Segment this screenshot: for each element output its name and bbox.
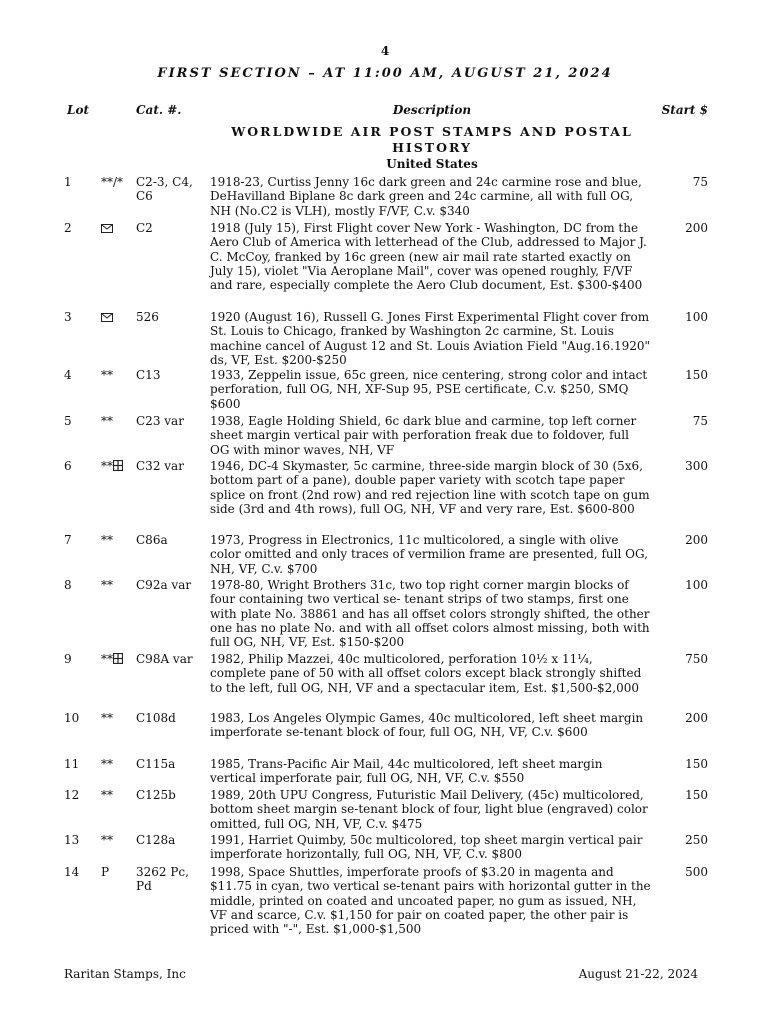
lot-number: 12	[64, 788, 80, 802]
page-number: 4	[380, 44, 390, 58]
condition-text: P	[101, 865, 110, 879]
catalog-number: C23 var	[136, 414, 184, 428]
start-price: 75	[692, 414, 708, 428]
condition-text: **	[101, 711, 113, 725]
lot-description: 1933, Zeppelin issue, 65c green, nice centering, strong color and intact perforation, full OG, NH, XF-Sup 95, PSE certificate, C.v. $250, SMQ $600	[210, 368, 648, 411]
condition-text: **	[101, 652, 113, 666]
condition-code	[101, 833, 113, 847]
lot-description: 1918 (July 15), First Flight cover New York - Washington, DC from the Aero Club of America with letterhead of the Club, addressed to Major J. C. McCoy, franked by 16c green (new air mail rate started exactly on July 15), violet "Via Aeroplane Mail", cover was opened roughly, F/VF and rare, especially complete the Aero Club document, Est. $300-$400	[210, 221, 647, 293]
start-price: 500	[685, 865, 708, 879]
condition-code	[101, 175, 123, 189]
catalog-number: C98A var	[136, 652, 193, 666]
condition-code	[101, 865, 109, 879]
catalog-number: C86a	[136, 533, 168, 547]
lot-description: 1985, Trans-Pacific Air Mail, 44c multicolored, left sheet margin vertical imperforate pair, full OG, NH, VF, C.v. $550	[210, 757, 603, 786]
country-subheading: United States	[386, 157, 478, 171]
envelope-icon	[101, 222, 113, 236]
catalog-number: C13	[136, 368, 161, 382]
start-price: 100	[685, 310, 708, 324]
category-heading: WORLDWIDE AIR POST STAMPS AND POSTAL HISTORY	[231, 124, 633, 155]
lot-number: 13	[64, 833, 80, 847]
lot-number: 9	[64, 652, 72, 666]
start-price: 150	[685, 788, 708, 802]
lot-description: 1938, Eagle Holding Shield, 6c dark blue and carmine, top left corner sheet margin vertical pair with perforation freak due to foldover, full OG with minor waves, NH, VF	[210, 414, 637, 457]
footer-company: Raritan Stamps, Inc	[64, 967, 186, 981]
start-price: 200	[685, 711, 708, 725]
lot-description: 1973, Progress in Electronics, 11c multicolored, a single with olive color omitted and only traces of vermilion frame are presented, full OG, NH, VF, C.v. $700	[210, 533, 648, 576]
envelope-icon	[101, 311, 113, 325]
start-price: 300	[685, 459, 708, 473]
column-header-start-price: Start $	[661, 103, 708, 117]
catalog-number: C128a	[136, 833, 176, 847]
condition-code	[101, 221, 113, 236]
catalog-number: C108d	[136, 711, 176, 725]
catalog-number: C125b	[136, 788, 176, 802]
start-price: 200	[685, 221, 708, 235]
lot-description: 1989, 20th UPU Congress, Futuristic Mail Delivery, (45c) multicolored, bottom sheet margin se-tenant block of four, light blue (engraved) color omitted, full OG, NH, VF, C.v. $475	[210, 788, 648, 831]
catalog-number: C2-3, C4, C6	[136, 175, 193, 204]
lot-number: 1	[64, 175, 72, 189]
catalog-number: C2	[136, 221, 153, 235]
section-title: FIRST SECTION – AT 11:00 AM, AUGUST 21, 2024	[157, 66, 613, 81]
condition-text: **	[101, 757, 113, 771]
lot-number: 7	[64, 533, 72, 547]
condition-code	[101, 310, 113, 325]
condition-text: **	[101, 533, 113, 547]
lot-number: 2	[64, 221, 72, 235]
lot-number: 4	[64, 368, 72, 382]
condition-code	[101, 368, 113, 382]
start-price: 100	[685, 578, 708, 592]
condition-text: **	[101, 788, 113, 802]
catalog-number: C32 var	[136, 459, 184, 473]
lot-description: 1978-80, Wright Brothers 31c, two top right corner margin blocks of four containing two vertical se- tenant strips of two stamps, first one with plate No. 38861 and has all offset colors strongly shifted, the other one has no plate No. and with all offset colors almost missing, both with full OG, NH, VF, Est. $150-$200	[210, 578, 650, 650]
block-icon	[113, 653, 123, 667]
condition-text: **	[101, 833, 113, 847]
condition-code	[101, 533, 113, 547]
start-price: 75	[692, 175, 708, 189]
start-price: 200	[685, 533, 708, 547]
lot-description: 1918-23, Curtiss Jenny 16c dark green and 24c carmine rose and blue, DeHavilland Biplane 8c dark green and 24c carmine, all with full OG, NH (No.C2 is VLH), mostly F/VF, C.v. $340	[210, 175, 642, 218]
column-header-description: Description	[392, 103, 472, 117]
column-header-lot: Lot	[67, 103, 89, 117]
lot-number: 14	[64, 865, 80, 879]
lot-description: 1982, Philip Mazzei, 40c multicolored, perforation 10½ x 11¼, complete pane of 50 with all offset colors except black strongly shifted to the left, full OG, NH, VF and a spectacular item, Est. $1,500-$2,000	[210, 652, 642, 695]
condition-code	[101, 578, 113, 592]
condition-code	[101, 757, 113, 771]
condition-code	[101, 788, 113, 802]
lot-description: 1920 (August 16), Russell G. Jones First Experimental Flight cover from St. Louis to Chicago, franked by Washington 2c carmine, St. Louis machine cancel of August 12 and St. Louis Aviation Field "Aug.16.1920" ds, VF, Est. $200-$250	[210, 310, 651, 367]
block-icon	[113, 460, 123, 474]
column-header-catalog: Cat. #.	[136, 103, 182, 117]
catalog-number: C92a var	[136, 578, 192, 592]
start-price: 150	[685, 368, 708, 382]
catalog-number: C115a	[136, 757, 176, 771]
catalog-number: 3262 Pc, Pd	[136, 865, 189, 894]
condition-text: **	[101, 368, 113, 382]
lot-number: 3	[64, 310, 72, 324]
start-price: 750	[685, 652, 708, 666]
condition-code	[101, 652, 123, 667]
condition-code	[101, 711, 113, 725]
lot-number: 11	[64, 757, 80, 771]
condition-text: **	[101, 459, 113, 473]
footer-date: August 21-22, 2024	[578, 967, 698, 981]
condition-code	[101, 414, 113, 428]
start-price: 150	[685, 757, 708, 771]
lot-description: 1983, Los Angeles Olympic Games, 40c multicolored, left sheet margin imperforate se-tenant block of four, full OG, NH, VF, C.v. $600	[210, 711, 644, 740]
lot-number: 6	[64, 459, 72, 473]
lot-number: 10	[64, 711, 80, 725]
condition-code	[101, 459, 123, 474]
lot-number: 8	[64, 578, 72, 592]
lot-description: 1991, Harriet Quimby, 50c multicolored, top sheet margin vertical pair imperforate horizontally, full OG, NH, VF, C.v. $800	[210, 833, 643, 862]
condition-text: **	[101, 578, 113, 592]
lot-number: 5	[64, 414, 72, 428]
lot-description: 1998, Space Shuttles, imperforate proofs of $3.20 in magenta and $11.75 in cyan, two vertical se-tenant pairs with horizontal gutter in the middle, printed on coated and uncoated paper, no gum as issued, NH, VF and scarce, C.v. $1,150 for pair on coated paper, the other pair is priced with "-", Est. $1,000-$1,500	[210, 865, 651, 937]
lot-description: 1946, DC-4 Skymaster, 5c carmine, three-side margin block of 30 (5x6, bottom part of a pane), double paper variety with scotch tape paper splice on front (2nd row) and red rejection line with scotch tape on gum side (3rd and 4th rows), full OG, NH, VF and very rare, Est. $600-800	[210, 459, 650, 516]
condition-text: **/*	[101, 175, 124, 189]
start-price: 250	[685, 833, 708, 847]
condition-text: **	[101, 414, 113, 428]
catalog-number: 526	[136, 310, 159, 324]
